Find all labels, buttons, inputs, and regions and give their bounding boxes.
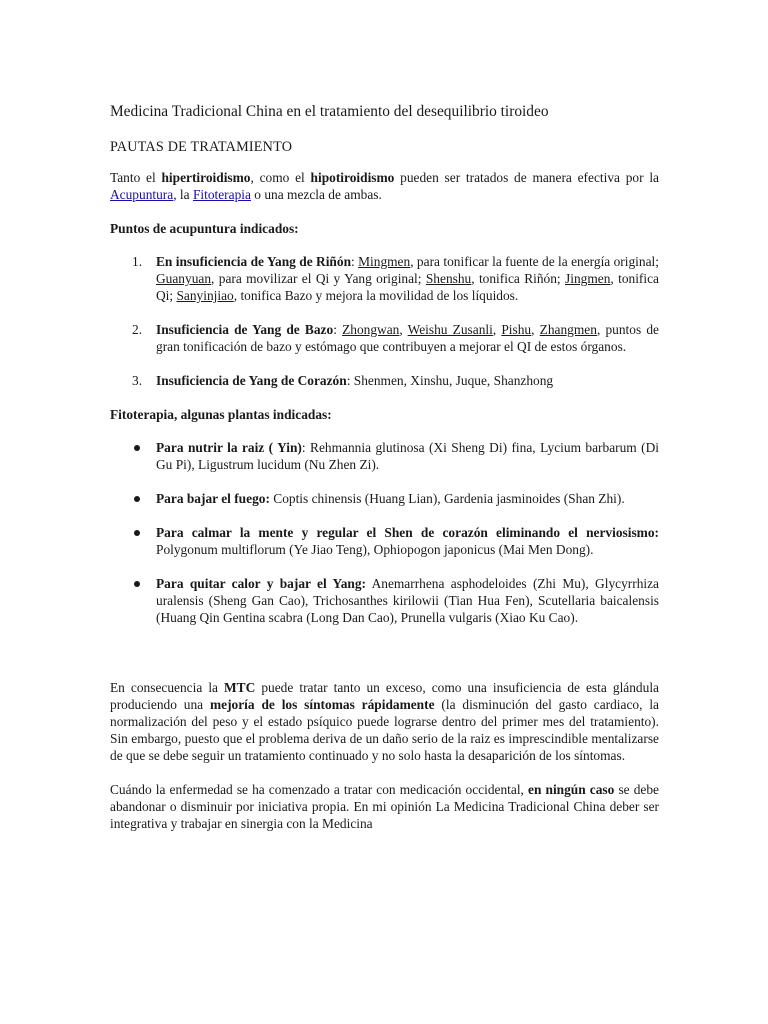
acupuncture-item <box>110 321 659 355</box>
phytotherapy-item-title: Para calmar la mente y regular el Shen de corazón eliminando el nerviosismo: <box>156 525 659 540</box>
acupuncture-item-title: Insuficiencia de Yang de Corazón <box>156 373 347 388</box>
closing-paragraph <box>110 781 659 832</box>
acupuncture-item <box>110 253 659 304</box>
conclusion-text: puede tratar tanto un exceso, como una insuficiencia de esta glándula produciendo una <box>110 680 659 712</box>
acupuncture-point-name: Guanyuan <box>156 271 212 286</box>
acupuncture-item-title: En insuficiencia de Yang de Riñón <box>156 254 352 269</box>
conclusion-bold-mejoria: mejoría de los síntomas rápidamente <box>209 697 435 712</box>
acupuncture-item-text: , para tonificar la fuente de la energía original; <box>410 254 659 269</box>
intro-text: Tanto el <box>110 170 162 185</box>
intro-bold-hipertiroidismo: hipertiroidismo <box>161 170 251 185</box>
acupuncture-item-text: , tonifica Qi; <box>156 271 660 303</box>
acupuncture-item-text: , <box>492 322 502 337</box>
intro-text: , como el <box>250 170 311 185</box>
phytotherapy-item-text: Coptis chinensis (Huang Lian), Gardenia jasminoides (Shan Zhi). <box>269 491 625 506</box>
section-subtitle: PAUTAS DE TRATAMIENTO <box>110 139 293 155</box>
conclusion-paragraph <box>110 679 659 764</box>
conclusion-text: En consecuencia la <box>110 680 225 695</box>
acupuncture-point-name: Sanyinjiao <box>176 288 234 303</box>
phytotherapy-item <box>110 439 659 473</box>
phytotherapy-item <box>110 490 659 507</box>
acupuncture-point-name: Pishu <box>501 322 532 337</box>
list-number: 3. <box>132 373 143 388</box>
acupuncture-point-name: Zhangmen <box>539 322 597 337</box>
link-fitoterapia[interactable]: Fitoterapia <box>192 187 251 202</box>
closing-text: se debe abandonar o disminuir por iniciativa propia. En mi opinión La Medicina Tradicional China deber ser integrativa y trabajar en sinergia con la Medicina <box>110 782 659 831</box>
acupuncture-item-text: , <box>399 322 408 337</box>
acupuncture-heading: Puntos de acupuntura indicados: <box>110 221 299 236</box>
acupuncture-point-name: Shenshu <box>425 271 472 286</box>
intro-text: , la <box>173 187 193 202</box>
phytotherapy-item <box>110 575 659 626</box>
conclusion-bold-mtc: MTC <box>224 680 256 695</box>
bullet-icon <box>134 445 140 451</box>
acupuncture-list <box>110 253 659 389</box>
intro-bold-hipotiroidismo: hipotiroidismo <box>310 170 395 185</box>
acupuncture-item-title: Insuficiencia de Yang de Bazo <box>156 322 334 337</box>
acupuncture-item-text: , tonifica Riñón; <box>471 271 566 286</box>
acupuncture-item-text: : Shenmen, Xinshu, Juque, Shanzhong <box>346 373 554 388</box>
phytotherapy-item-title: Para quitar calor y bajar el Yang: <box>156 576 366 591</box>
acupuncture-item-text: , tonifica Bazo y mejora la movilidad de los líquidos. <box>233 288 519 303</box>
closing-text: Cuándo la enfermedad se ha comenzado a tratar con medicación occidental, <box>110 782 528 797</box>
list-number: 1. <box>132 254 143 269</box>
acupuncture-item-text: , puntos de gran tonificación de bazo y estómago que contribuyen a mejorar el QI de estos órganos. <box>156 322 659 354</box>
acupuncture-point-name: Mingmen <box>358 254 411 269</box>
list-number: 2. <box>132 322 143 337</box>
acupuncture-item <box>110 372 659 389</box>
phytotherapy-item <box>110 524 659 558</box>
phytotherapy-item-text: Anemarrhena asphodeloides (Zhi Mu), Glycyrrhiza uralensis (Sheng Gan Cao), Trichosanthes kirilowii (Tian Hua Fen), Scutellaria baicalensis (Huang Qin Gentina scabra (Long Dan Cao), Prunella vulgaris (Xiao Ku Cao). <box>156 576 659 625</box>
bullet-icon <box>134 581 140 587</box>
intro-paragraph <box>110 169 659 203</box>
phytotherapy-item-title: Para nutrir la raiz ( Yin) <box>156 440 302 455</box>
document-page <box>110 92 659 832</box>
acupuncture-item-text: : <box>351 254 359 269</box>
phytotherapy-item-title: Para bajar el fuego: <box>156 491 270 506</box>
bullet-icon <box>134 530 140 536</box>
closing-bold-en-ningun-caso: en ningún caso <box>528 782 615 797</box>
acupuncture-item-text: , <box>531 322 540 337</box>
intro-text: o una mezcla de ambas. <box>250 187 382 202</box>
acupuncture-point-name: Weishu Zusanli <box>407 322 493 337</box>
acupuncture-point-name: Jingmen <box>565 271 611 286</box>
intro-text: pueden ser tratados de manera efectiva por la <box>394 170 659 185</box>
document-title: Medicina Tradicional China en el tratamiento del desequilibrio tiroideo <box>110 103 549 120</box>
phytotherapy-item-text: : Rehmannia glutinosa (Xi Sheng Di) fina, Lycium barbarum (Di Gu Pi), Ligustrum lucidum (Nu Zhen Zi). <box>156 440 660 472</box>
phytotherapy-item-text: Polygonum multiflorum (Ye Jiao Teng), Ophiopogon japonicus (Mai Men Dong). <box>156 542 594 557</box>
bullet-icon <box>134 496 140 502</box>
phytotherapy-heading: Fitoterapia, algunas plantas indicadas: <box>110 407 332 422</box>
conclusion-text: (la disminución del gasto cardiaco, la normalización del peso y el estado psíquico puede lograrse dentro del primer mes del tratamiento). Sin embargo, puesto que el problema deriva de un daño serio de la raiz es imprescindible mentalizarse de que se debe seguir un tratamiento continuado y no solo hasta la desaparición de los síntomas. <box>110 697 659 763</box>
phytotherapy-list <box>110 439 659 626</box>
link-acupuntura[interactable]: Acupuntura <box>110 187 174 202</box>
acupuncture-item-text: , para movilizar el Qi y Yang original; <box>211 271 426 286</box>
acupuncture-point-name: Zhongwan <box>342 322 400 337</box>
acupuncture-item-text: : <box>333 322 343 337</box>
